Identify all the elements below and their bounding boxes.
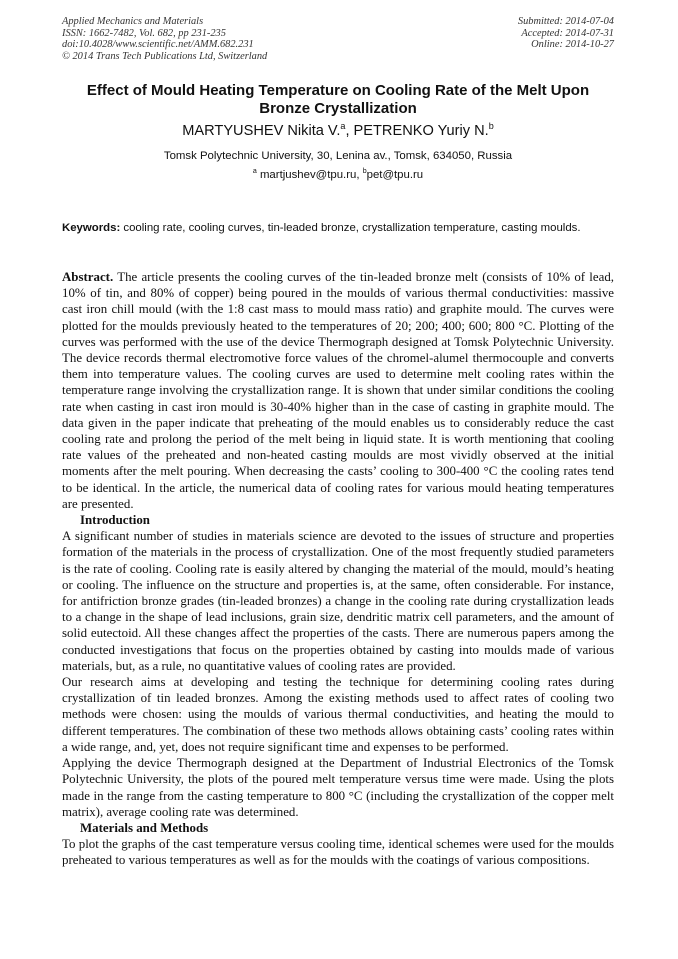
submitted-date: Submitted: 2014-07-04 xyxy=(517,16,614,27)
author-emails xyxy=(62,168,614,182)
email-link[interactable]: pet@tpu.ru xyxy=(366,169,424,181)
abstract-text: The article presents the cooling curves of the tin-leaded bronze melt (consists of 10% of lead, 10% of tin, and 80% of copper) being poured in the moulds of various thermal conductivities: massive cast iron chill mould (with the 1:8 cast mass to mould mass ratio) and graphite mould. The curves were plotted for the moulds previously heated to the temperatures of 20; 200; 400; 600; 800 °C. Plotting of the curves was performed with the use of the device Thermograph designed at Tomsk Polytechnic University. The device records thermal electromotive force values of the chromel-alumel thermocouple and converts them into temperature values. The cooling curves are used to determine melt cooling rates within the temperature range involving the crystallization range. It is shown that under similar conditions the cooling rate when casting in cast iron mould is 30-40% higher than in the case of casting in graphite mould. The data given in the paper indicate that preheating of the mould enables us to considerably reduce the cast cooling rate and prolong the period of the melt being in liquid state. It is worth mentioning that cooling rate values of the preheated and non-heated casting moulds are most vividly observed at the initial moments after the melt pouring. When decreasing the casts’ cooling to 300-400 °C the cooling rates tend to be identical. In the article, the numerical data of cooling rates for various mould heating temperatures are presented. xyxy=(62,270,614,511)
keywords-block xyxy=(62,221,614,236)
paper-title: Effect of Mould Heating Temperature on Cooling Rate of the Melt Upon Bronze Crystallization xyxy=(86,82,590,117)
author-separator: , xyxy=(345,123,354,139)
keywords-text: cooling rate, cooling curves, tin-leaded bronze, crystallization temperature, casting moulds. xyxy=(120,222,581,234)
body-paragraph: Applying the device Thermograph designed at the Department of Industrial Electronics of the Tomsk Polytechnic University, the plots of the poured melt temperature versus time were made. Using the plots made in the range from the casting temperature to 800 °C (including the crystallization of the copper melt matrix), average cooling rate was determined. xyxy=(62,756,614,819)
journal-doi: doi:10.4028/www.scientific.net/AMM.682.231 xyxy=(62,39,254,51)
journal-issn: ISSN: 1662-7482, Vol. 682, pp 231-235 xyxy=(62,27,226,39)
body-paragraph: To plot the graphs of the cast temperature versus cooling time, identical schemes were used for the moulds preheated to various temperatures as well as for the moulds with the coatings of various compositions. xyxy=(62,837,614,868)
abstract-paragraph xyxy=(62,269,614,512)
body-paragraph: A significant number of studies in materials science are devoted to the issues of structure and properties formation of the materials in the process of crystallization. One of the most frequently studied parameters is the rate of cooling. Cooling rate is easily altered by changing the material of the mould, mould’s heating or cooling. The influence on the structure and properties is, at the same, often considerable. For instance, for antifriction bronze grades (tin-leaded bronzes) a change in the cooling rate during crystallization leads to a change in the shape of lead inclusions, grain size, dendritic matrix cell parameters, and the amount of solid eutectoid. All these changes affect the properties of the casts. There are numerous papers among the conducted investigations that focus on the properties obtained by casting into moulds made of various materials, but, as a rule, no quantitative values of cooling rates are provided. xyxy=(62,529,614,673)
email-marker: a xyxy=(252,168,257,176)
section-heading-introduction: Introduction xyxy=(80,513,150,528)
journal-copyright: © 2014 Trans Tech Publications Ltd, Switzerland xyxy=(62,50,268,62)
online-date: Online: 2014-10-27 xyxy=(531,39,614,51)
author-name: MARTYUSHEV Nikita V. xyxy=(182,123,341,139)
author-affil-marker: a xyxy=(340,121,346,132)
journal-name: Applied Mechanics and Materials xyxy=(62,16,204,27)
author-affil-marker: b xyxy=(488,121,494,132)
journal-header-right xyxy=(518,16,614,51)
abstract-label: Abstract. xyxy=(62,270,114,284)
affiliation: Tomsk Polytechnic University, 30, Lenina av., Tomsk, 634050, Russia xyxy=(163,150,513,162)
keywords-label: Keywords: xyxy=(62,222,121,234)
accepted-date: Accepted: 2014-07-31 xyxy=(521,27,614,39)
journal-header-left xyxy=(62,16,267,62)
body-paragraph: Our research aims at developing and testing the technique for determining cooling rates during crystallization of tin leaded bronzes. Among the existing methods used to affect rates of cooling two methods were chosen: using the moulds of various thermal conductivities, and heating the mould to different temperatures. The combination of these two methods allows obtaining casts’ cooling rates within a wide range, and, yet, does not require significant time and expenses to be performed. xyxy=(62,675,614,754)
email-marker: b xyxy=(362,168,367,176)
author-name: PETRENKO Yuriy N. xyxy=(353,123,489,139)
section-heading-materials-methods: Materials and Methods xyxy=(80,820,209,835)
author-list xyxy=(62,122,614,140)
paper-body xyxy=(62,269,614,869)
email-link[interactable]: martjushev@tpu.ru, xyxy=(256,169,363,181)
